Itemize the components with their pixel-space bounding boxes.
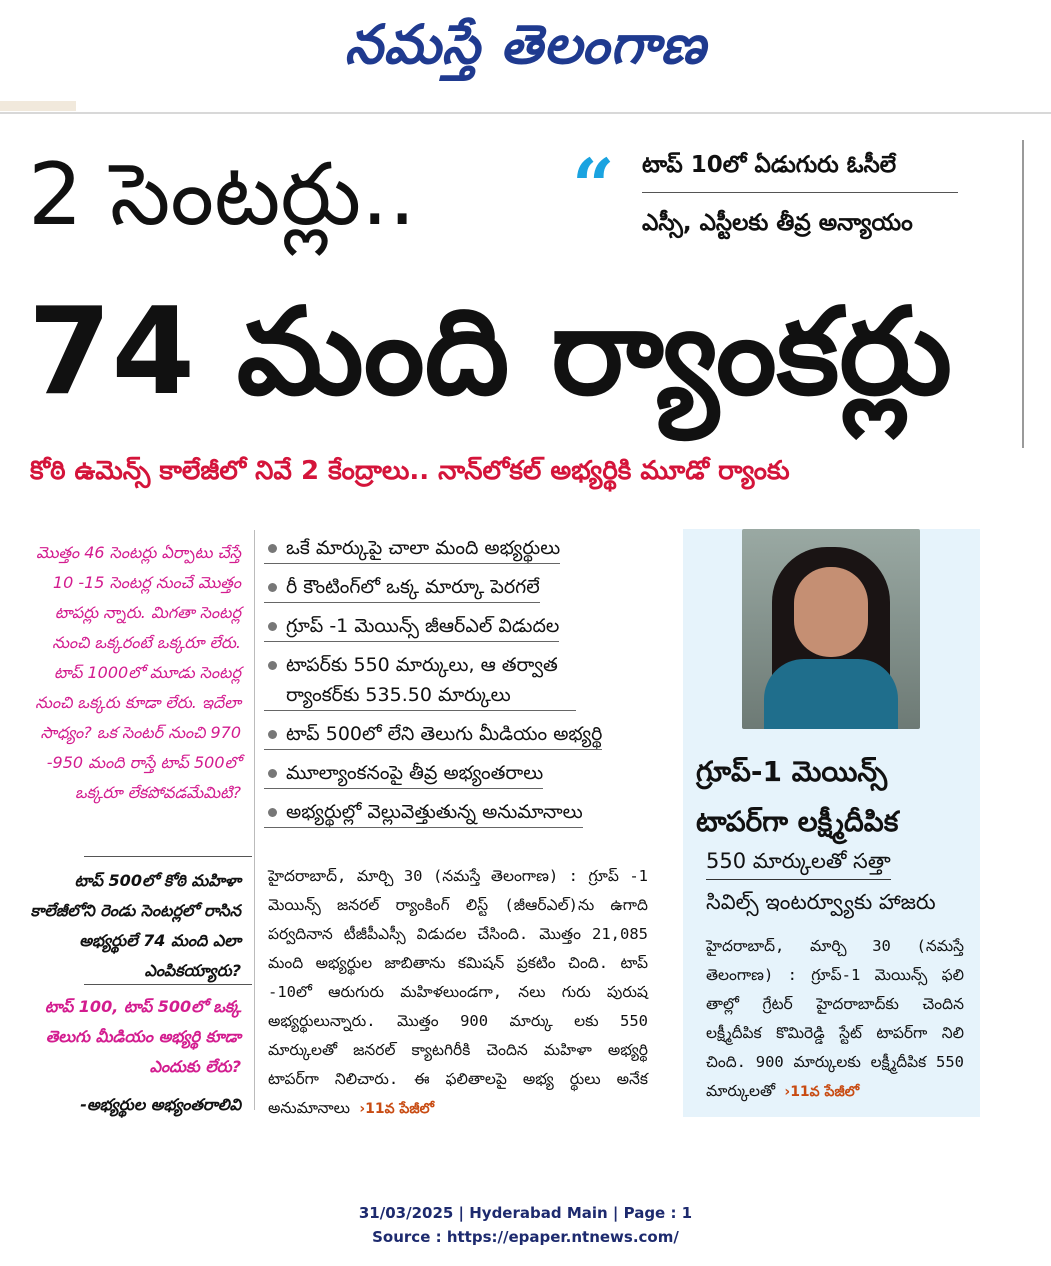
panel-story-text: హైదరాబాద్, మార్చి 30 (నమస్తే తెలంగాణ) : గ్రూప్-1 మెయిన్స్ ఫలి తాల్లో గ్రేటర్ హైదరాబాద్‌కు చెందిన లక్ష్మీదీపిక కొమిరెడ్డి స్టేట్ టాపర్‌గా నిలి చింది. 900 మార్కులకు లక్ష్మీదీపిక 550 మార్కులతో bbox=[706, 937, 964, 1100]
panel-headline-1: గ్రూప్-1 మెయిన్స్ bbox=[696, 755, 888, 788]
subheadline: కోఠి ఉమెన్స్ కాలేజీలో నివే 2 కేంద్రాలు.. నాన్‌లోకల్ అభ్యర్థికి మూడో ర్యాంకు bbox=[30, 456, 790, 486]
highlights-list bbox=[264, 533, 664, 836]
main-story-body bbox=[268, 862, 648, 1124]
panel-continued-link[interactable]: ›11వ పేజీలో bbox=[784, 1084, 860, 1100]
panel-subhead-2: సివిల్స్ ఇంటర్వ్యూకు హాజరు bbox=[706, 890, 936, 914]
highlight-item: రీ కౌంటింగ్‌లో ఒక్క మార్కూ పెరగలే bbox=[264, 572, 540, 603]
highlight-item: మూల్యాంకనంపై తీవ్ర అభ్యంతరాలు bbox=[264, 758, 543, 789]
pull-quote-divider bbox=[642, 192, 958, 193]
left-column-divider-2 bbox=[84, 984, 252, 985]
pull-quote-1: టాప్ 10లో ఏడుగురు ఓసీలే bbox=[642, 152, 897, 178]
highlight-item: టాపర్‌కు 550 మార్కులు, ఆ తర్వాత ర్యాంకర్‌కు 535.50 మార్కులు bbox=[264, 650, 576, 711]
objection-block-2: టాప్ 500లో కోఠి మహిళా కాలేజీలోని రెండు సెంటర్లలో రాసిన అభ్యర్థులే 74 మంది ఎలా ఎంపికయ్యారు? bbox=[30, 871, 241, 980]
photo-shirt-shape bbox=[764, 659, 898, 729]
continued-link[interactable]: ›11వ పేజీలో bbox=[359, 1101, 435, 1117]
highlight-item: అభ్యర్థుల్లో వెల్లువెత్తుతున్న అనుమానాలు bbox=[264, 797, 583, 828]
left-column-divider-1 bbox=[84, 856, 252, 857]
highlight-item: ఒకే మార్కుపై చాలా మంది అభ్యర్థులు bbox=[264, 533, 560, 564]
newspaper-logo: నమస్తే తెలంగాణ bbox=[344, 12, 707, 76]
objection-block-3: టాప్ 100, టాప్ 500లో ఒక్క తెలుగు మీడియం అభ్యర్థి కూడా ఎందుకు లేరు? bbox=[44, 997, 241, 1076]
highlight-item: గ్రూప్ -1 మెయిన్స్ జీఆర్‌ఎల్ విడుదల bbox=[264, 611, 559, 642]
pull-quote-2: ఎస్సీ, ఎస్టీలకు తీవ్ర అన్యాయం bbox=[642, 210, 913, 236]
footer-date-edition: 31/03/2025 | Hyderabad Main | Page : 1 bbox=[358, 1204, 693, 1222]
topper-photo bbox=[742, 529, 920, 729]
quote-icon: “ bbox=[572, 144, 615, 230]
panel-headline-2: టాపర్‌గా లక్ష్మీదీపిక bbox=[696, 805, 899, 838]
masthead-divider bbox=[0, 112, 1051, 114]
main-story-text: హైదరాబాద్, మార్చి 30 (నమస్తే తెలంగాణ) : గ్రూప్ -1 మెయిన్స్ జనరల్ ర్యాంకింగ్ లిస్ట్ (జీఆర్‌ఎల్)ను ఉగాది పర్వదినాన టీజీపీఎస్సీ విడుదల చేసింది. మొత్తం 21,085 మంది అభ్యర్థుల జాబితాను కమిషన్ ప్రకటిం చింది. టాప్ -10లో ఆరుగురు మహిళలుండగా, నలు గురు పురుష అభ్యర్థులున్నారు. మొత్తం 900 మార్కు లకు 550 మార్కులతో జనరల్ క్యాటగిరీకి చెందిన మహిళా అభ్యర్థి టాపర్‌గా నిలిచారు. ఈ ఫలితాలపై అభ్య ర్థులు అనేక అనుమానాలు bbox=[268, 867, 648, 1117]
column-separator bbox=[254, 530, 255, 1110]
panel-subhead-1: 550 మార్కులతో సత్తా bbox=[706, 849, 891, 880]
objection-block-1: మొత్తం 46 సెంటర్లు ఏర్పాటు చేస్తే 10 -15 సెంటర్ల నుంచే మొత్తం టాపర్లు న్నారు. మిగతా సెంటర్ల నుంచి ఒక్కరంటే ఒక్కరూ లేరు. టాప్ 1000లో మూడు సెంటర్ల నుంచి ఒక్కరు కూడా లేరు. ఇదేలా సాధ్యం? ఒక సెంటర్ నుంచి 970 -950 మంది రాస్తే టాప్ 500లో ఒక్కరూ లేకపోవడమేమిటి? bbox=[35, 543, 241, 802]
panel-story-body bbox=[706, 932, 964, 1107]
highlight-item: టాప్ 500లో లేని తెలుగు మీడియం అభ్యర్థి bbox=[264, 719, 602, 750]
headline-line-2: 74 మంది ర్యాంకర్లు bbox=[28, 283, 952, 422]
masthead-tab-decoration bbox=[0, 101, 76, 111]
headline-vertical-rule bbox=[1022, 140, 1024, 448]
headline-line-1: 2 సెంటర్లు.. bbox=[28, 145, 416, 245]
footer-source[interactable]: Source : https://epaper.ntnews.com/ bbox=[372, 1228, 679, 1246]
objections-signature: -అభ్యర్థుల అభ్యంతరాలివి bbox=[80, 1095, 241, 1114]
photo-face-shape bbox=[794, 567, 868, 657]
